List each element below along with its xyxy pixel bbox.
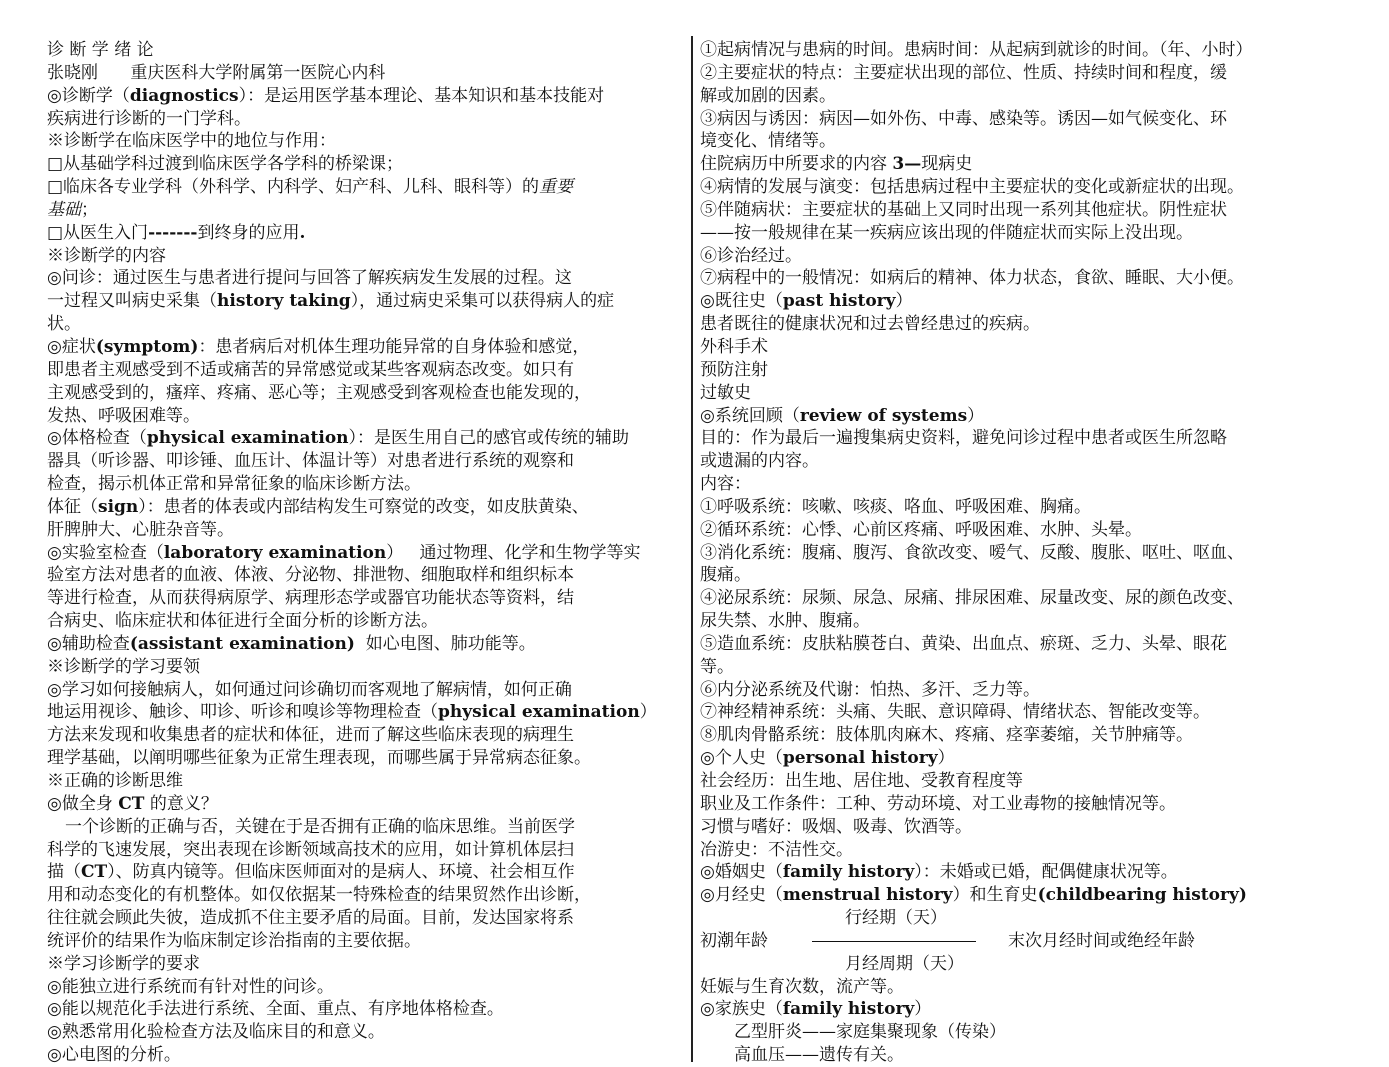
ct-question: ◎做全身 CT 的意义？ xyxy=(47,793,218,814)
section-status: ※诊断学在临床医学中的地位与作用： xyxy=(47,131,336,152)
right-column xyxy=(700,39,1340,1067)
pregnancy-line: 妊娠与生育次数，流产等。 xyxy=(700,976,904,997)
present-illness-2: ②主要症状的特点：主要症状出现的部位、性质、持续时间和程度，缓 xyxy=(700,62,1227,83)
inquiry-3: 状。 xyxy=(47,314,81,335)
thinking-5: 往往就会顾此失彼，造成抓不住主要矛盾的局面。目前，发达国家将系 xyxy=(47,908,574,929)
learning-1: ◎学习如何接触病人，如何通过问诊确切而客观地了解病情，如何正确 xyxy=(47,679,572,700)
ros-2: 目的：作为最后一遍搜集病史资料，避免问诊过程中患者或医生所忽略 xyxy=(700,428,1227,449)
system-4: ④泌尿系统：尿频、尿急、尿痛、排尿困难、尿量改变、尿的颜色改变、 xyxy=(700,588,1244,609)
requirement-4: ◎心电图的分析。 xyxy=(47,1045,181,1066)
past-history-4: 预防注射 xyxy=(700,359,768,380)
inquiry-1: ◎问诊：通过医生与患者进行提问与回答了解疾病发生发展的过程。这 xyxy=(47,268,572,289)
formula-right-label: 末次月经时间或绝经年龄 xyxy=(1008,930,1195,951)
definition: ◎诊断学（ diagnostics ）：是运用医学基本理论、基本知识和基本技能对 xyxy=(47,85,605,106)
definition-cont: 疾病进行诊断的一门学科。 xyxy=(47,108,251,129)
present-illness-heading: 住院病历中所要求的内容 3— 现病史 xyxy=(700,154,973,175)
system-7: ⑦神经精神系统：头痛、失眠、意识障碍、情绪状态、智能改变等。 xyxy=(700,702,1210,723)
left-column xyxy=(47,39,687,1067)
learning-2: 地运用视诊、触诊、叩诊、听诊和嗅诊等物理检查（ physical examination ） xyxy=(47,702,657,723)
section-requirements: ※学习诊断学的要求 xyxy=(47,953,200,974)
present-illness-9: ——按一般规律在某一疾病应该出现的伴随症状而实际上没出现。 xyxy=(700,222,1193,243)
requirement-1: ◎能独立进行系统而有针对性的问诊。 xyxy=(47,976,334,997)
inquiry-2: 一过程又叫病史采集（ history taking ），通过病史采集可以获得病人的症 xyxy=(47,291,615,312)
learning-4: 理学基础，以阐明哪些征象为正常生理表现，而哪些属于异常病态征象。 xyxy=(47,748,591,769)
present-illness-3: 解或加剧的因素。 xyxy=(700,85,836,106)
personal-history-heading: ◎个人史（ personal history ） xyxy=(700,748,955,769)
learning-3: 方法来发现和收集患者的症状和体征，进而了解这些临床表现的病理生 xyxy=(47,725,574,746)
physical-exam-2: 器具（听诊器、叩诊锤、血压计、体温计等）对患者进行系统的观察和 xyxy=(47,451,574,472)
ros-4: 内容： xyxy=(700,474,751,495)
formula-bar xyxy=(812,941,976,942)
symptom-1: ◎症状 (symptom) ：患者病后对机体生理功能异常的自身体验和感觉， xyxy=(47,336,590,357)
sign-2: 肝脾肿大、心脏杂音等。 xyxy=(47,519,234,540)
past-history-5: 过敏史 xyxy=(700,382,751,403)
present-illness-11: ⑦病程中的一般情况：如病后的精神、体力状态，食欲、睡眠、大小便。 xyxy=(700,268,1244,289)
physical-exam-3: 检查，揭示机体正常和异常征象的临床诊断方法。 xyxy=(47,474,421,495)
system-1: ①呼吸系统：咳嗽、咳痰、咯血、呼吸困难、胸痛。 xyxy=(700,496,1091,517)
bullet-3: □从医生入门 ------- 到终身的应用 . xyxy=(47,222,306,243)
symptom-4: 发热、呼吸困难等。 xyxy=(47,405,200,426)
section-content: ※诊断学的内容 xyxy=(47,245,166,266)
present-illness-1: ①起病情况与患病的时间。患病时间：从起病到就诊的时间。（年、小时） xyxy=(700,40,1253,60)
family-history-2: 乙型肝炎——家庭集聚现象（传染） xyxy=(734,1022,1006,1043)
physical-exam-1: ◎体格检查（ physical examination ）：是医生用自己的感官或传统的辅助 xyxy=(47,428,630,449)
author-line: 张晓刚 重庆医科大学附属第一医院心内科 xyxy=(47,62,386,83)
requirement-3: ◎熟悉常用化验检查方法及临床目的和意义。 xyxy=(47,1022,385,1043)
system-8: ⑧肌肉骨骼系统：肢体肌肉麻木、疼痛、痉挛萎缩，关节肿痛等。 xyxy=(700,725,1193,746)
past-history-heading: ◎既往史（ past history ） xyxy=(700,291,913,312)
present-illness-10: ⑥诊治经过。 xyxy=(700,245,802,266)
personal-history-3: 职业及工作条件：工种、劳动环境、对工业毒物的接触情况等。 xyxy=(700,793,1176,814)
formula-denominator: 月经周期（天） xyxy=(845,953,964,974)
personal-history-2: 社会经历：出生地、居住地、受教育程度等 xyxy=(700,771,1023,791)
thinking-2: 科学的飞速发展，突出表现在诊断领域高技术的应用，如计算机体层扫 xyxy=(47,839,574,860)
system-4-cont: 尿失禁、水肿、腹痛。 xyxy=(700,611,870,632)
lab-3: 等进行检查，从而获得病原学、病理形态学或器官功能状态等资料，结 xyxy=(47,588,574,609)
ros-3: 或遗漏的内容。 xyxy=(700,451,819,472)
present-illness-8: ⑤伴随病状：主要症状的基础上又同时出现一系列其他症状。阴性症状 xyxy=(700,199,1227,220)
thinking-1: 一个诊断的正确与否，关键在于是否拥有正确的临床思维。当前医学 xyxy=(65,816,575,837)
column-divider xyxy=(691,36,693,1062)
system-5: ⑤造血系统：皮肤粘膜苍白、黄染、出血点、瘀斑、乏力、头晕、眼花 xyxy=(700,633,1227,654)
family-history-heading: ◎家族史（ family history ） xyxy=(700,999,932,1020)
symptom-2: 即患者主观感受到不适或痛苦的异常感觉或某些客观病态改变。如只有 xyxy=(47,359,574,380)
system-3: ③消化系统：腹痛、腹泻、食欲改变、嗳气、反酸、腹胀、呕吐、呕血、 xyxy=(700,542,1244,563)
bullet-1: □从基础学科过渡到临床医学各学科的桥梁课； xyxy=(47,154,404,175)
personal-history-5: 冶游史：不洁性交。 xyxy=(700,839,853,860)
sign-1: 体征（ sign ）：患者的体表或内部结构发生可察觉的改变，如皮肤黄染、 xyxy=(47,496,589,517)
family-history-3: 高血压——遗传有关。 xyxy=(734,1045,904,1066)
present-illness-4: ③病因与诱因：病因—如外伤、中毒、感染等。诱因—如气候变化、环 xyxy=(700,108,1227,129)
system-6: ⑥内分泌系统及代谢：怕热、多汗、乏力等。 xyxy=(700,679,1040,700)
formula-left-label: 初潮年龄 xyxy=(700,930,768,951)
lab-1: ◎实验室检查（ laboratory examination ） 通过物理、化学和生物学等实 xyxy=(47,542,641,563)
section-learning: ※诊断学的学习要领 xyxy=(47,656,200,677)
thinking-6: 统评价的结果作为临床制定诊治指南的主要依据。 xyxy=(47,930,421,951)
past-history-3: 外科手术 xyxy=(700,336,768,357)
system-5-cont: 等。 xyxy=(700,656,734,677)
marital-history: ◎婚姻史（ family history ）：未婚或已婚，配偶健康状况等。 xyxy=(700,862,1178,883)
present-illness-7: ④病情的发展与演变：包括患病过程中主要症状的变化或新症状的出现。 xyxy=(700,177,1244,198)
menstrual-history-heading: ◎月经史（ menstrual history ）和生育史 (childbearing history) xyxy=(700,885,1247,906)
menstrual-formula xyxy=(700,907,1340,976)
thinking-3: 描（ CT ）、防真内镜等。但临床医师面对的是病人、环境、社会相互作 xyxy=(47,862,575,883)
system-2: ②循环系统：心悸、心前区疼痛、呼吸困难、水肿、头晕。 xyxy=(700,519,1142,540)
thinking-4: 用和动态变化的有机整体。如仅依据某一特殊检查的结果贸然作出诊断， xyxy=(47,885,591,906)
doc-title: 诊 断 学 绪 论 xyxy=(47,40,154,60)
present-illness-5: 境变化、情绪等。 xyxy=(700,131,836,152)
past-history-2: 患者既往的健康状况和过去曾经患过的疾病。 xyxy=(700,314,1040,335)
symptom-3: 主观感受到的，瘙痒、疼痛、恶心等；主观感受到客观检查也能发现的， xyxy=(47,382,591,403)
aux-exam: ◎辅助检查 (assistant examination) 如心电图、肺功能等。 xyxy=(47,633,536,654)
bullet-2-cont: 基础 ； xyxy=(47,199,98,220)
formula-numerator: 行经期（天） xyxy=(845,908,947,929)
personal-history-4: 习惯与嗜好：吸烟、吸毒、饮酒等。 xyxy=(700,816,972,837)
lab-2: 验室方法对患者的血液、体液、分泌物、排泄物、细胞取样和组织标本 xyxy=(47,565,574,586)
ros-heading: ◎系统回顾（ review of systems ） xyxy=(700,405,985,426)
lab-4: 合病史、临床症状和体征进行全面分析的诊断方法。 xyxy=(47,611,438,632)
requirement-2: ◎能以规范化手法进行系统、全面、重点、有序地体格检查。 xyxy=(47,999,504,1020)
bullet-2: □临床各专业学科（外科学、内科学、妇产科、儿科、眼科等）的 重要 xyxy=(47,177,574,198)
section-thinking: ※正确的诊断思维 xyxy=(47,771,183,791)
system-3-cont: 腹痛。 xyxy=(700,565,751,586)
